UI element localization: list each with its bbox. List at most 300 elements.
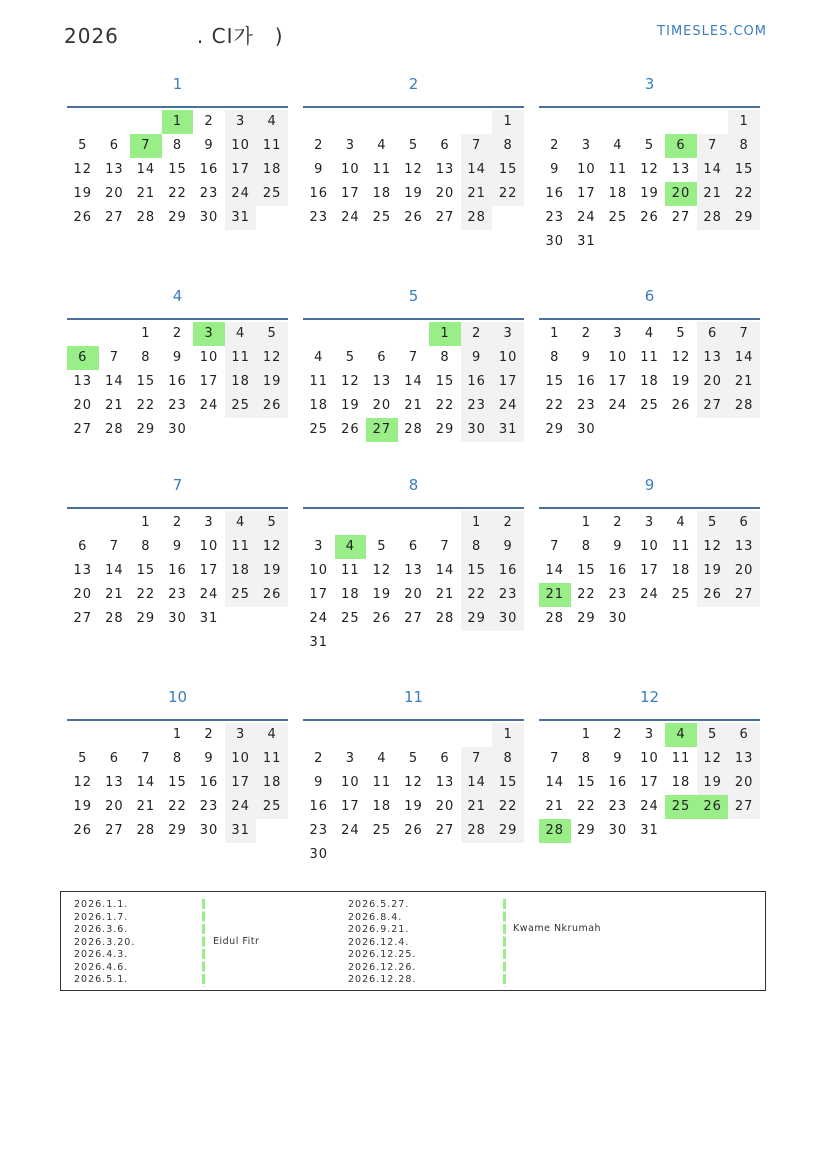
day-cell[interactable]: 6 bbox=[440, 751, 450, 766]
day-cell[interactable]: 8 bbox=[440, 350, 450, 365]
day-cell[interactable]: 9 bbox=[550, 162, 560, 177]
day-cell[interactable]: 8 bbox=[492, 747, 524, 771]
day-cell[interactable]: 17 bbox=[199, 563, 219, 578]
day-cell[interactable]: 4 bbox=[314, 350, 324, 365]
day-cell[interactable]: 1 bbox=[492, 723, 524, 747]
day-cell[interactable]: 28 bbox=[435, 611, 455, 626]
day-cell[interactable]: 17 bbox=[640, 775, 659, 790]
day-cell[interactable]: 21 bbox=[136, 799, 156, 814]
day-cell[interactable]: 18 bbox=[640, 374, 659, 389]
day-cell[interactable]: 15 bbox=[492, 771, 524, 795]
day-cell[interactable]: 13 bbox=[697, 346, 729, 370]
day-cell[interactable]: 5 bbox=[697, 511, 729, 535]
day-cell[interactable]: 31 bbox=[577, 234, 596, 249]
day-cell[interactable]: 27 bbox=[435, 210, 455, 225]
day-cell[interactable]: 15 bbox=[728, 158, 760, 182]
day-cell[interactable]: 28 bbox=[461, 206, 493, 230]
day-cell[interactable]: 31 bbox=[492, 418, 524, 442]
day-cell[interactable]: 29 bbox=[492, 819, 524, 843]
day-cell[interactable]: 19 bbox=[256, 370, 288, 394]
day-cell[interactable]: 24 bbox=[640, 587, 659, 602]
day-cell[interactable]: 10 bbox=[577, 162, 596, 177]
day-cell[interactable]: 10 bbox=[608, 350, 628, 365]
day-cell[interactable]: 21 bbox=[435, 587, 455, 602]
day-cell[interactable]: 17 bbox=[492, 370, 524, 394]
day-cell[interactable]: 16 bbox=[545, 186, 565, 201]
day-cell[interactable]: 2 bbox=[172, 515, 183, 530]
day-cell[interactable]: 13 bbox=[435, 162, 455, 177]
day-cell[interactable]: 31 bbox=[225, 819, 257, 843]
day-cell[interactable]: 1 bbox=[581, 515, 591, 530]
day-cell[interactable]: 18 bbox=[341, 587, 360, 602]
day-cell[interactable]: 10 bbox=[341, 775, 360, 790]
day-cell[interactable]: 21 bbox=[545, 799, 565, 814]
day-cell[interactable]: 18 bbox=[256, 158, 288, 182]
day-cell[interactable]: 13 bbox=[728, 747, 760, 771]
day-cell[interactable]: 12 bbox=[73, 775, 93, 790]
day-cell[interactable]: 17 bbox=[341, 186, 360, 201]
day-cell[interactable]: 17 bbox=[577, 186, 596, 201]
day-cell[interactable]: 14 bbox=[136, 162, 156, 177]
day-cell[interactable]: 15 bbox=[577, 563, 596, 578]
day-cell[interactable]: 21 bbox=[404, 398, 423, 413]
day-cell[interactable]: 24 bbox=[225, 182, 257, 206]
day-cell[interactable]: 23 bbox=[461, 394, 493, 418]
day-cell[interactable]: 10 bbox=[341, 162, 360, 177]
day-cell[interactable]: 23 bbox=[309, 210, 329, 225]
day-cell[interactable]: 3 bbox=[204, 515, 214, 530]
day-cell[interactable]: 14 bbox=[105, 563, 124, 578]
day-cell[interactable]: 30 bbox=[199, 210, 219, 225]
day-cell[interactable]: 16 bbox=[309, 186, 329, 201]
holiday-day-cell[interactable]: 20 bbox=[665, 182, 697, 206]
day-cell[interactable]: 20 bbox=[435, 799, 455, 814]
day-cell[interactable]: 4 bbox=[225, 511, 257, 535]
day-cell[interactable]: 5 bbox=[78, 751, 88, 766]
day-cell[interactable]: 20 bbox=[73, 587, 93, 602]
day-cell[interactable]: 9 bbox=[461, 346, 493, 370]
day-cell[interactable]: 28 bbox=[545, 611, 565, 626]
day-cell[interactable]: 19 bbox=[671, 374, 691, 389]
day-cell[interactable]: 22 bbox=[435, 398, 455, 413]
day-cell[interactable]: 21 bbox=[105, 587, 124, 602]
day-cell[interactable]: 12 bbox=[73, 162, 93, 177]
day-cell[interactable]: 28 bbox=[105, 611, 124, 626]
day-cell[interactable]: 7 bbox=[109, 350, 119, 365]
day-cell[interactable]: 27 bbox=[73, 611, 93, 626]
day-cell[interactable]: 28 bbox=[461, 819, 493, 843]
day-cell[interactable]: 9 bbox=[314, 162, 324, 177]
day-cell[interactable]: 3 bbox=[613, 326, 623, 341]
day-cell[interactable]: 9 bbox=[581, 350, 591, 365]
holiday-day-cell[interactable]: 1 bbox=[429, 322, 461, 346]
day-cell[interactable]: 25 bbox=[341, 611, 360, 626]
day-cell[interactable]: 8 bbox=[581, 751, 591, 766]
day-cell[interactable]: 30 bbox=[461, 418, 493, 442]
day-cell[interactable]: 6 bbox=[109, 138, 119, 153]
day-cell[interactable]: 9 bbox=[613, 539, 623, 554]
day-cell[interactable]: 14 bbox=[697, 158, 729, 182]
day-cell[interactable]: 3 bbox=[345, 138, 355, 153]
holiday-day-cell[interactable]: 4 bbox=[665, 723, 697, 747]
day-cell[interactable]: 7 bbox=[440, 539, 450, 554]
day-cell[interactable]: 14 bbox=[545, 563, 565, 578]
day-cell[interactable]: 24 bbox=[608, 398, 628, 413]
day-cell[interactable]: 13 bbox=[435, 775, 455, 790]
day-cell[interactable]: 29 bbox=[461, 607, 493, 631]
day-cell[interactable]: 27 bbox=[435, 823, 455, 838]
day-cell[interactable]: 22 bbox=[545, 398, 565, 413]
day-cell[interactable]: 1 bbox=[492, 110, 524, 134]
day-cell[interactable]: 19 bbox=[372, 587, 392, 602]
day-cell[interactable]: 10 bbox=[199, 539, 219, 554]
day-cell[interactable]: 12 bbox=[404, 162, 423, 177]
day-cell[interactable]: 29 bbox=[728, 206, 760, 230]
day-cell[interactable]: 11 bbox=[256, 747, 288, 771]
day-cell[interactable]: 19 bbox=[404, 186, 423, 201]
day-cell[interactable]: 18 bbox=[309, 398, 329, 413]
day-cell[interactable]: 24 bbox=[199, 587, 219, 602]
day-cell[interactable]: 7 bbox=[728, 322, 760, 346]
holiday-day-cell[interactable]: 27 bbox=[366, 418, 398, 442]
day-cell[interactable]: 23 bbox=[545, 210, 565, 225]
day-cell[interactable]: 20 bbox=[372, 398, 392, 413]
day-cell[interactable]: 26 bbox=[341, 422, 360, 437]
day-cell[interactable]: 1 bbox=[728, 110, 760, 134]
day-cell[interactable]: 4 bbox=[676, 515, 686, 530]
day-cell[interactable]: 8 bbox=[492, 134, 524, 158]
day-cell[interactable]: 3 bbox=[581, 138, 591, 153]
day-cell[interactable]: 12 bbox=[404, 775, 423, 790]
day-cell[interactable]: 28 bbox=[697, 206, 729, 230]
day-cell[interactable]: 9 bbox=[204, 751, 214, 766]
day-cell[interactable]: 11 bbox=[341, 563, 360, 578]
day-cell[interactable]: 6 bbox=[440, 138, 450, 153]
day-cell[interactable]: 10 bbox=[199, 350, 219, 365]
day-cell[interactable]: 5 bbox=[408, 751, 419, 766]
day-cell[interactable]: 14 bbox=[461, 771, 493, 795]
day-cell[interactable]: 23 bbox=[608, 587, 628, 602]
day-cell[interactable]: 31 bbox=[225, 206, 257, 230]
day-cell[interactable]: 3 bbox=[492, 322, 524, 346]
day-cell[interactable]: 5 bbox=[256, 322, 288, 346]
day-cell[interactable]: 13 bbox=[372, 374, 392, 389]
day-cell[interactable]: 16 bbox=[608, 563, 628, 578]
day-cell[interactable]: 10 bbox=[225, 134, 257, 158]
day-cell[interactable]: 2 bbox=[613, 515, 623, 530]
day-cell[interactable]: 2 bbox=[581, 326, 591, 341]
day-cell[interactable]: 3 bbox=[345, 751, 355, 766]
day-cell[interactable]: 9 bbox=[492, 535, 524, 559]
day-cell[interactable]: 29 bbox=[136, 422, 156, 437]
day-cell[interactable]: 25 bbox=[608, 210, 628, 225]
day-cell[interactable]: 15 bbox=[545, 374, 565, 389]
day-cell[interactable]: 7 bbox=[697, 134, 729, 158]
day-cell[interactable]: 4 bbox=[377, 751, 387, 766]
day-cell[interactable]: 30 bbox=[608, 611, 628, 626]
day-cell[interactable]: 26 bbox=[697, 583, 729, 607]
day-cell[interactable]: 23 bbox=[199, 799, 219, 814]
day-cell[interactable]: 19 bbox=[404, 799, 423, 814]
day-cell[interactable]: 8 bbox=[172, 138, 183, 153]
day-cell[interactable]: 16 bbox=[309, 799, 329, 814]
day-cell[interactable]: 12 bbox=[372, 563, 392, 578]
day-cell[interactable]: 21 bbox=[105, 398, 124, 413]
day-cell[interactable]: 19 bbox=[697, 771, 729, 795]
day-cell[interactable]: 14 bbox=[545, 775, 565, 790]
day-cell[interactable]: 31 bbox=[640, 823, 659, 838]
day-cell[interactable]: 5 bbox=[256, 511, 288, 535]
day-cell[interactable]: 7 bbox=[461, 747, 493, 771]
holiday-day-cell[interactable]: 6 bbox=[67, 346, 99, 370]
day-cell[interactable]: 2 bbox=[172, 326, 183, 341]
day-cell[interactable]: 14 bbox=[136, 775, 156, 790]
day-cell[interactable]: 26 bbox=[256, 583, 288, 607]
day-cell[interactable]: 31 bbox=[199, 611, 219, 626]
day-cell[interactable]: 22 bbox=[492, 182, 524, 206]
day-cell[interactable]: 19 bbox=[256, 559, 288, 583]
holiday-day-cell[interactable]: 6 bbox=[665, 134, 697, 158]
day-cell[interactable]: 1 bbox=[141, 326, 151, 341]
day-cell[interactable]: 6 bbox=[377, 350, 387, 365]
day-cell[interactable]: 13 bbox=[73, 563, 93, 578]
day-cell[interactable]: 22 bbox=[168, 186, 187, 201]
day-cell[interactable]: 22 bbox=[728, 182, 760, 206]
day-cell[interactable]: 25 bbox=[225, 583, 257, 607]
day-cell[interactable]: 20 bbox=[105, 799, 124, 814]
day-cell[interactable]: 17 bbox=[341, 799, 360, 814]
day-cell[interactable]: 24 bbox=[492, 394, 524, 418]
day-cell[interactable]: 17 bbox=[608, 374, 628, 389]
day-cell[interactable]: 26 bbox=[256, 394, 288, 418]
day-cell[interactable]: 27 bbox=[105, 210, 124, 225]
day-cell[interactable]: 12 bbox=[256, 535, 288, 559]
day-cell[interactable]: 28 bbox=[728, 394, 760, 418]
day-cell[interactable]: 2 bbox=[613, 727, 623, 742]
day-cell[interactable]: 23 bbox=[492, 583, 524, 607]
day-cell[interactable]: 27 bbox=[728, 583, 760, 607]
day-cell[interactable]: 29 bbox=[577, 823, 596, 838]
day-cell[interactable]: 20 bbox=[728, 559, 760, 583]
day-cell[interactable]: 29 bbox=[168, 823, 187, 838]
day-cell[interactable]: 12 bbox=[697, 535, 729, 559]
day-cell[interactable]: 19 bbox=[697, 559, 729, 583]
day-cell[interactable]: 4 bbox=[377, 138, 387, 153]
day-cell[interactable]: 12 bbox=[341, 374, 360, 389]
day-cell[interactable]: 18 bbox=[225, 559, 257, 583]
day-cell[interactable]: 11 bbox=[608, 162, 628, 177]
day-cell[interactable]: 16 bbox=[492, 559, 524, 583]
day-cell[interactable]: 9 bbox=[314, 775, 324, 790]
day-cell[interactable]: 23 bbox=[309, 823, 329, 838]
day-cell[interactable]: 2 bbox=[314, 138, 324, 153]
day-cell[interactable]: 12 bbox=[640, 162, 659, 177]
day-cell[interactable]: 7 bbox=[109, 539, 119, 554]
day-cell[interactable]: 26 bbox=[73, 210, 93, 225]
day-cell[interactable]: 26 bbox=[640, 210, 659, 225]
holiday-day-cell[interactable]: 3 bbox=[193, 322, 225, 346]
day-cell[interactable]: 22 bbox=[461, 583, 493, 607]
day-cell[interactable]: 13 bbox=[105, 775, 124, 790]
day-cell[interactable]: 2 bbox=[461, 322, 493, 346]
day-cell[interactable]: 10 bbox=[640, 751, 659, 766]
day-cell[interactable]: 22 bbox=[577, 587, 596, 602]
day-cell[interactable]: 9 bbox=[172, 350, 183, 365]
day-cell[interactable]: 25 bbox=[225, 394, 257, 418]
day-cell[interactable]: 6 bbox=[78, 539, 88, 554]
day-cell[interactable]: 5 bbox=[697, 723, 729, 747]
day-cell[interactable]: 27 bbox=[404, 611, 423, 626]
day-cell[interactable]: 1 bbox=[172, 727, 183, 742]
day-cell[interactable]: 11 bbox=[671, 539, 691, 554]
day-cell[interactable]: 20 bbox=[105, 186, 124, 201]
day-cell[interactable]: 11 bbox=[225, 346, 257, 370]
day-cell[interactable]: 8 bbox=[141, 539, 151, 554]
day-cell[interactable]: 19 bbox=[73, 186, 93, 201]
day-cell[interactable]: 2 bbox=[492, 511, 524, 535]
day-cell[interactable]: 24 bbox=[309, 611, 329, 626]
day-cell[interactable]: 14 bbox=[105, 374, 124, 389]
day-cell[interactable]: 18 bbox=[225, 370, 257, 394]
day-cell[interactable]: 7 bbox=[461, 134, 493, 158]
day-cell[interactable]: 7 bbox=[141, 751, 151, 766]
day-cell[interactable]: 6 bbox=[109, 751, 119, 766]
day-cell[interactable]: 11 bbox=[372, 162, 392, 177]
holiday-day-cell[interactable]: 7 bbox=[130, 134, 162, 158]
day-cell[interactable]: 22 bbox=[136, 398, 156, 413]
day-cell[interactable]: 30 bbox=[545, 234, 565, 249]
day-cell[interactable]: 23 bbox=[577, 398, 596, 413]
day-cell[interactable]: 4 bbox=[256, 110, 288, 134]
day-cell[interactable]: 16 bbox=[608, 775, 628, 790]
day-cell[interactable]: 15 bbox=[461, 559, 493, 583]
day-cell[interactable]: 3 bbox=[644, 727, 655, 742]
day-cell[interactable]: 27 bbox=[671, 210, 691, 225]
day-cell[interactable]: 29 bbox=[435, 422, 455, 437]
day-cell[interactable]: 13 bbox=[728, 535, 760, 559]
day-cell[interactable]: 28 bbox=[105, 422, 124, 437]
day-cell[interactable]: 27 bbox=[73, 422, 93, 437]
day-cell[interactable]: 21 bbox=[461, 795, 493, 819]
day-cell[interactable]: 5 bbox=[345, 350, 355, 365]
day-cell[interactable]: 2 bbox=[204, 114, 214, 129]
day-cell[interactable]: 28 bbox=[136, 210, 156, 225]
day-cell[interactable]: 5 bbox=[644, 138, 655, 153]
day-cell[interactable]: 13 bbox=[671, 162, 691, 177]
day-cell[interactable]: 4 bbox=[225, 322, 257, 346]
day-cell[interactable]: 30 bbox=[608, 823, 628, 838]
day-cell[interactable]: 11 bbox=[256, 134, 288, 158]
day-cell[interactable]: 10 bbox=[640, 539, 659, 554]
day-cell[interactable]: 4 bbox=[613, 138, 623, 153]
day-cell[interactable]: 1 bbox=[141, 515, 151, 530]
day-cell[interactable]: 8 bbox=[550, 350, 560, 365]
day-cell[interactable]: 15 bbox=[492, 158, 524, 182]
day-cell[interactable]: 21 bbox=[461, 182, 493, 206]
holiday-day-cell[interactable]: 28 bbox=[539, 819, 571, 843]
day-cell[interactable]: 27 bbox=[105, 823, 124, 838]
holiday-day-cell[interactable]: 4 bbox=[335, 535, 367, 559]
day-cell[interactable]: 20 bbox=[697, 370, 729, 394]
day-cell[interactable]: 30 bbox=[199, 823, 219, 838]
day-cell[interactable]: 29 bbox=[545, 422, 565, 437]
day-cell[interactable]: 23 bbox=[168, 398, 187, 413]
day-cell[interactable]: 11 bbox=[671, 751, 691, 766]
day-cell[interactable]: 17 bbox=[309, 587, 329, 602]
day-cell[interactable]: 1 bbox=[461, 511, 493, 535]
day-cell[interactable]: 11 bbox=[372, 775, 392, 790]
day-cell[interactable]: 26 bbox=[404, 823, 423, 838]
day-cell[interactable]: 7 bbox=[550, 751, 560, 766]
brand-link[interactable]: TIMESLES.COM bbox=[657, 24, 767, 39]
day-cell[interactable]: 22 bbox=[168, 799, 187, 814]
day-cell[interactable]: 20 bbox=[728, 771, 760, 795]
day-cell[interactable]: 16 bbox=[199, 162, 219, 177]
day-cell[interactable]: 5 bbox=[408, 138, 419, 153]
day-cell[interactable]: 25 bbox=[671, 587, 691, 602]
day-cell[interactable]: 17 bbox=[225, 771, 257, 795]
day-cell[interactable]: 9 bbox=[172, 539, 183, 554]
day-cell[interactable]: 20 bbox=[404, 587, 423, 602]
day-cell[interactable]: 23 bbox=[608, 799, 628, 814]
day-cell[interactable]: 2 bbox=[550, 138, 560, 153]
day-cell[interactable]: 5 bbox=[676, 326, 686, 341]
day-cell[interactable]: 26 bbox=[73, 823, 93, 838]
day-cell[interactable]: 16 bbox=[199, 775, 219, 790]
day-cell[interactable]: 27 bbox=[697, 394, 729, 418]
day-cell[interactable]: 21 bbox=[697, 182, 729, 206]
day-cell[interactable]: 24 bbox=[341, 210, 360, 225]
day-cell[interactable]: 25 bbox=[372, 210, 392, 225]
day-cell[interactable]: 30 bbox=[577, 422, 596, 437]
day-cell[interactable]: 8 bbox=[728, 134, 760, 158]
day-cell[interactable]: 10 bbox=[225, 747, 257, 771]
day-cell[interactable]: 13 bbox=[73, 374, 93, 389]
day-cell[interactable]: 29 bbox=[577, 611, 596, 626]
day-cell[interactable]: 2 bbox=[204, 727, 214, 742]
day-cell[interactable]: 8 bbox=[581, 539, 591, 554]
day-cell[interactable]: 18 bbox=[372, 799, 392, 814]
day-cell[interactable]: 11 bbox=[309, 374, 329, 389]
day-cell[interactable]: 19 bbox=[640, 186, 659, 201]
day-cell[interactable]: 4 bbox=[644, 326, 655, 341]
day-cell[interactable]: 31 bbox=[309, 635, 329, 650]
day-cell[interactable]: 20 bbox=[73, 398, 93, 413]
day-cell[interactable]: 5 bbox=[78, 138, 88, 153]
day-cell[interactable]: 12 bbox=[671, 350, 691, 365]
holiday-day-cell[interactable]: 1 bbox=[162, 110, 194, 134]
day-cell[interactable]: 3 bbox=[225, 723, 257, 747]
day-cell[interactable]: 15 bbox=[577, 775, 596, 790]
day-cell[interactable]: 8 bbox=[141, 350, 151, 365]
day-cell[interactable]: 14 bbox=[435, 563, 455, 578]
day-cell[interactable]: 7 bbox=[550, 539, 560, 554]
day-cell[interactable]: 8 bbox=[461, 535, 493, 559]
day-cell[interactable]: 27 bbox=[728, 795, 760, 819]
day-cell[interactable]: 19 bbox=[73, 799, 93, 814]
day-cell[interactable]: 25 bbox=[372, 823, 392, 838]
day-cell[interactable]: 6 bbox=[697, 322, 729, 346]
holiday-day-cell[interactable]: 26 bbox=[697, 795, 729, 819]
day-cell[interactable]: 10 bbox=[492, 346, 524, 370]
holiday-day-cell[interactable]: 25 bbox=[665, 795, 697, 819]
day-cell[interactable]: 16 bbox=[168, 563, 187, 578]
day-cell[interactable]: 18 bbox=[671, 775, 691, 790]
day-cell[interactable]: 30 bbox=[309, 847, 329, 862]
day-cell[interactable]: 16 bbox=[577, 374, 596, 389]
day-cell[interactable]: 25 bbox=[256, 182, 288, 206]
day-cell[interactable]: 22 bbox=[492, 795, 524, 819]
